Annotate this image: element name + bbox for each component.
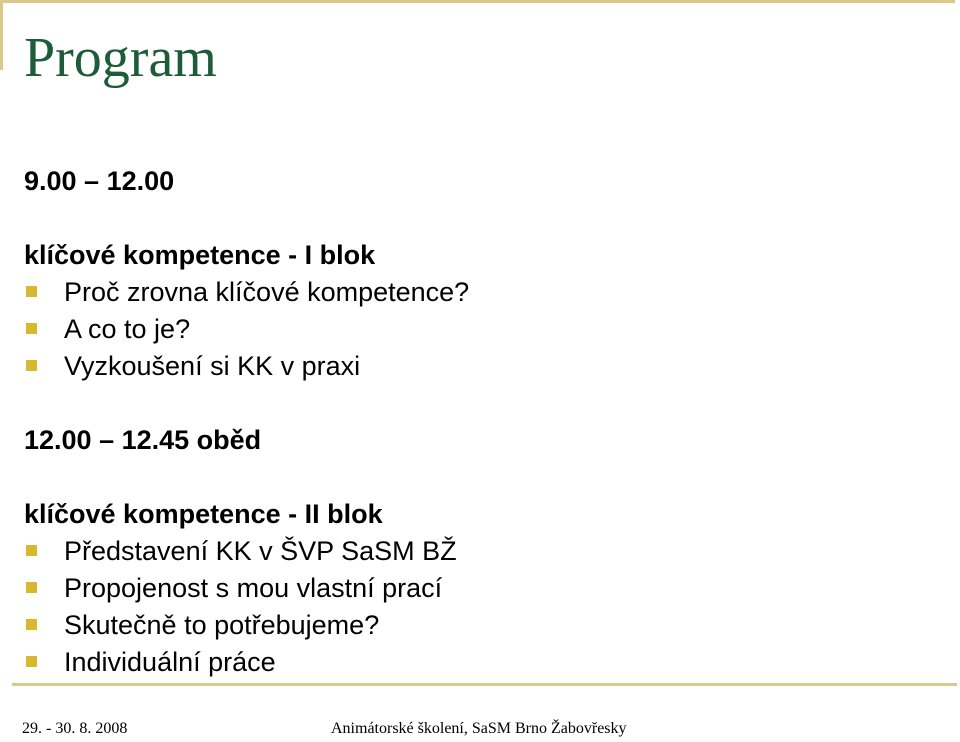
list-item-label: Vyzkoušení si KK v praxi [64, 351, 361, 381]
footer-divider [12, 683, 957, 686]
list-item [24, 570, 944, 607]
list-item-label: Proč zrovna klíčové kompetence? [64, 277, 470, 307]
square-bullet-icon [26, 619, 37, 630]
list-item-label: Propojenost s mou vlastní prací [64, 573, 443, 603]
left-border-line [0, 0, 3, 70]
square-bullet-icon [26, 656, 37, 667]
slide-body [24, 163, 944, 681]
spacer [24, 459, 944, 496]
block-1-heading: klíčové kompetence - I blok [24, 240, 376, 270]
square-bullet-icon [26, 286, 37, 297]
list-item [24, 607, 944, 644]
square-bullet-icon [26, 360, 37, 371]
list-item-label: Skutečně to potřebujeme? [64, 610, 380, 640]
list-item [24, 533, 944, 570]
block-2-list [24, 533, 944, 681]
list-item-label: A co to je? [64, 314, 191, 344]
top-border-line [0, 0, 955, 3]
square-bullet-icon [26, 582, 37, 593]
list-item-label: Představení KK v ŠVP SaSM BŽ [64, 536, 457, 566]
list-item [24, 311, 944, 348]
footer-event: Animátorské školení, SaSM Brno Žabovřesky [331, 720, 627, 737]
list-item [24, 644, 944, 681]
list-item-label: Individuální práce [64, 647, 276, 677]
footer-date: 29. - 30. 8. 2008 [22, 720, 128, 737]
block-2-heading: klíčové kompetence - II blok [24, 499, 383, 529]
spacer [24, 385, 944, 422]
slide-title: Program [24, 27, 217, 89]
lunch-slot: 12.00 – 12.45 oběd [24, 425, 262, 455]
list-item [24, 274, 944, 311]
square-bullet-icon [26, 323, 37, 334]
square-bullet-icon [26, 545, 37, 556]
list-item [24, 348, 944, 385]
time-slot-1: 9.00 – 12.00 [24, 166, 175, 196]
spacer [24, 200, 944, 237]
block-1-list [24, 274, 944, 385]
